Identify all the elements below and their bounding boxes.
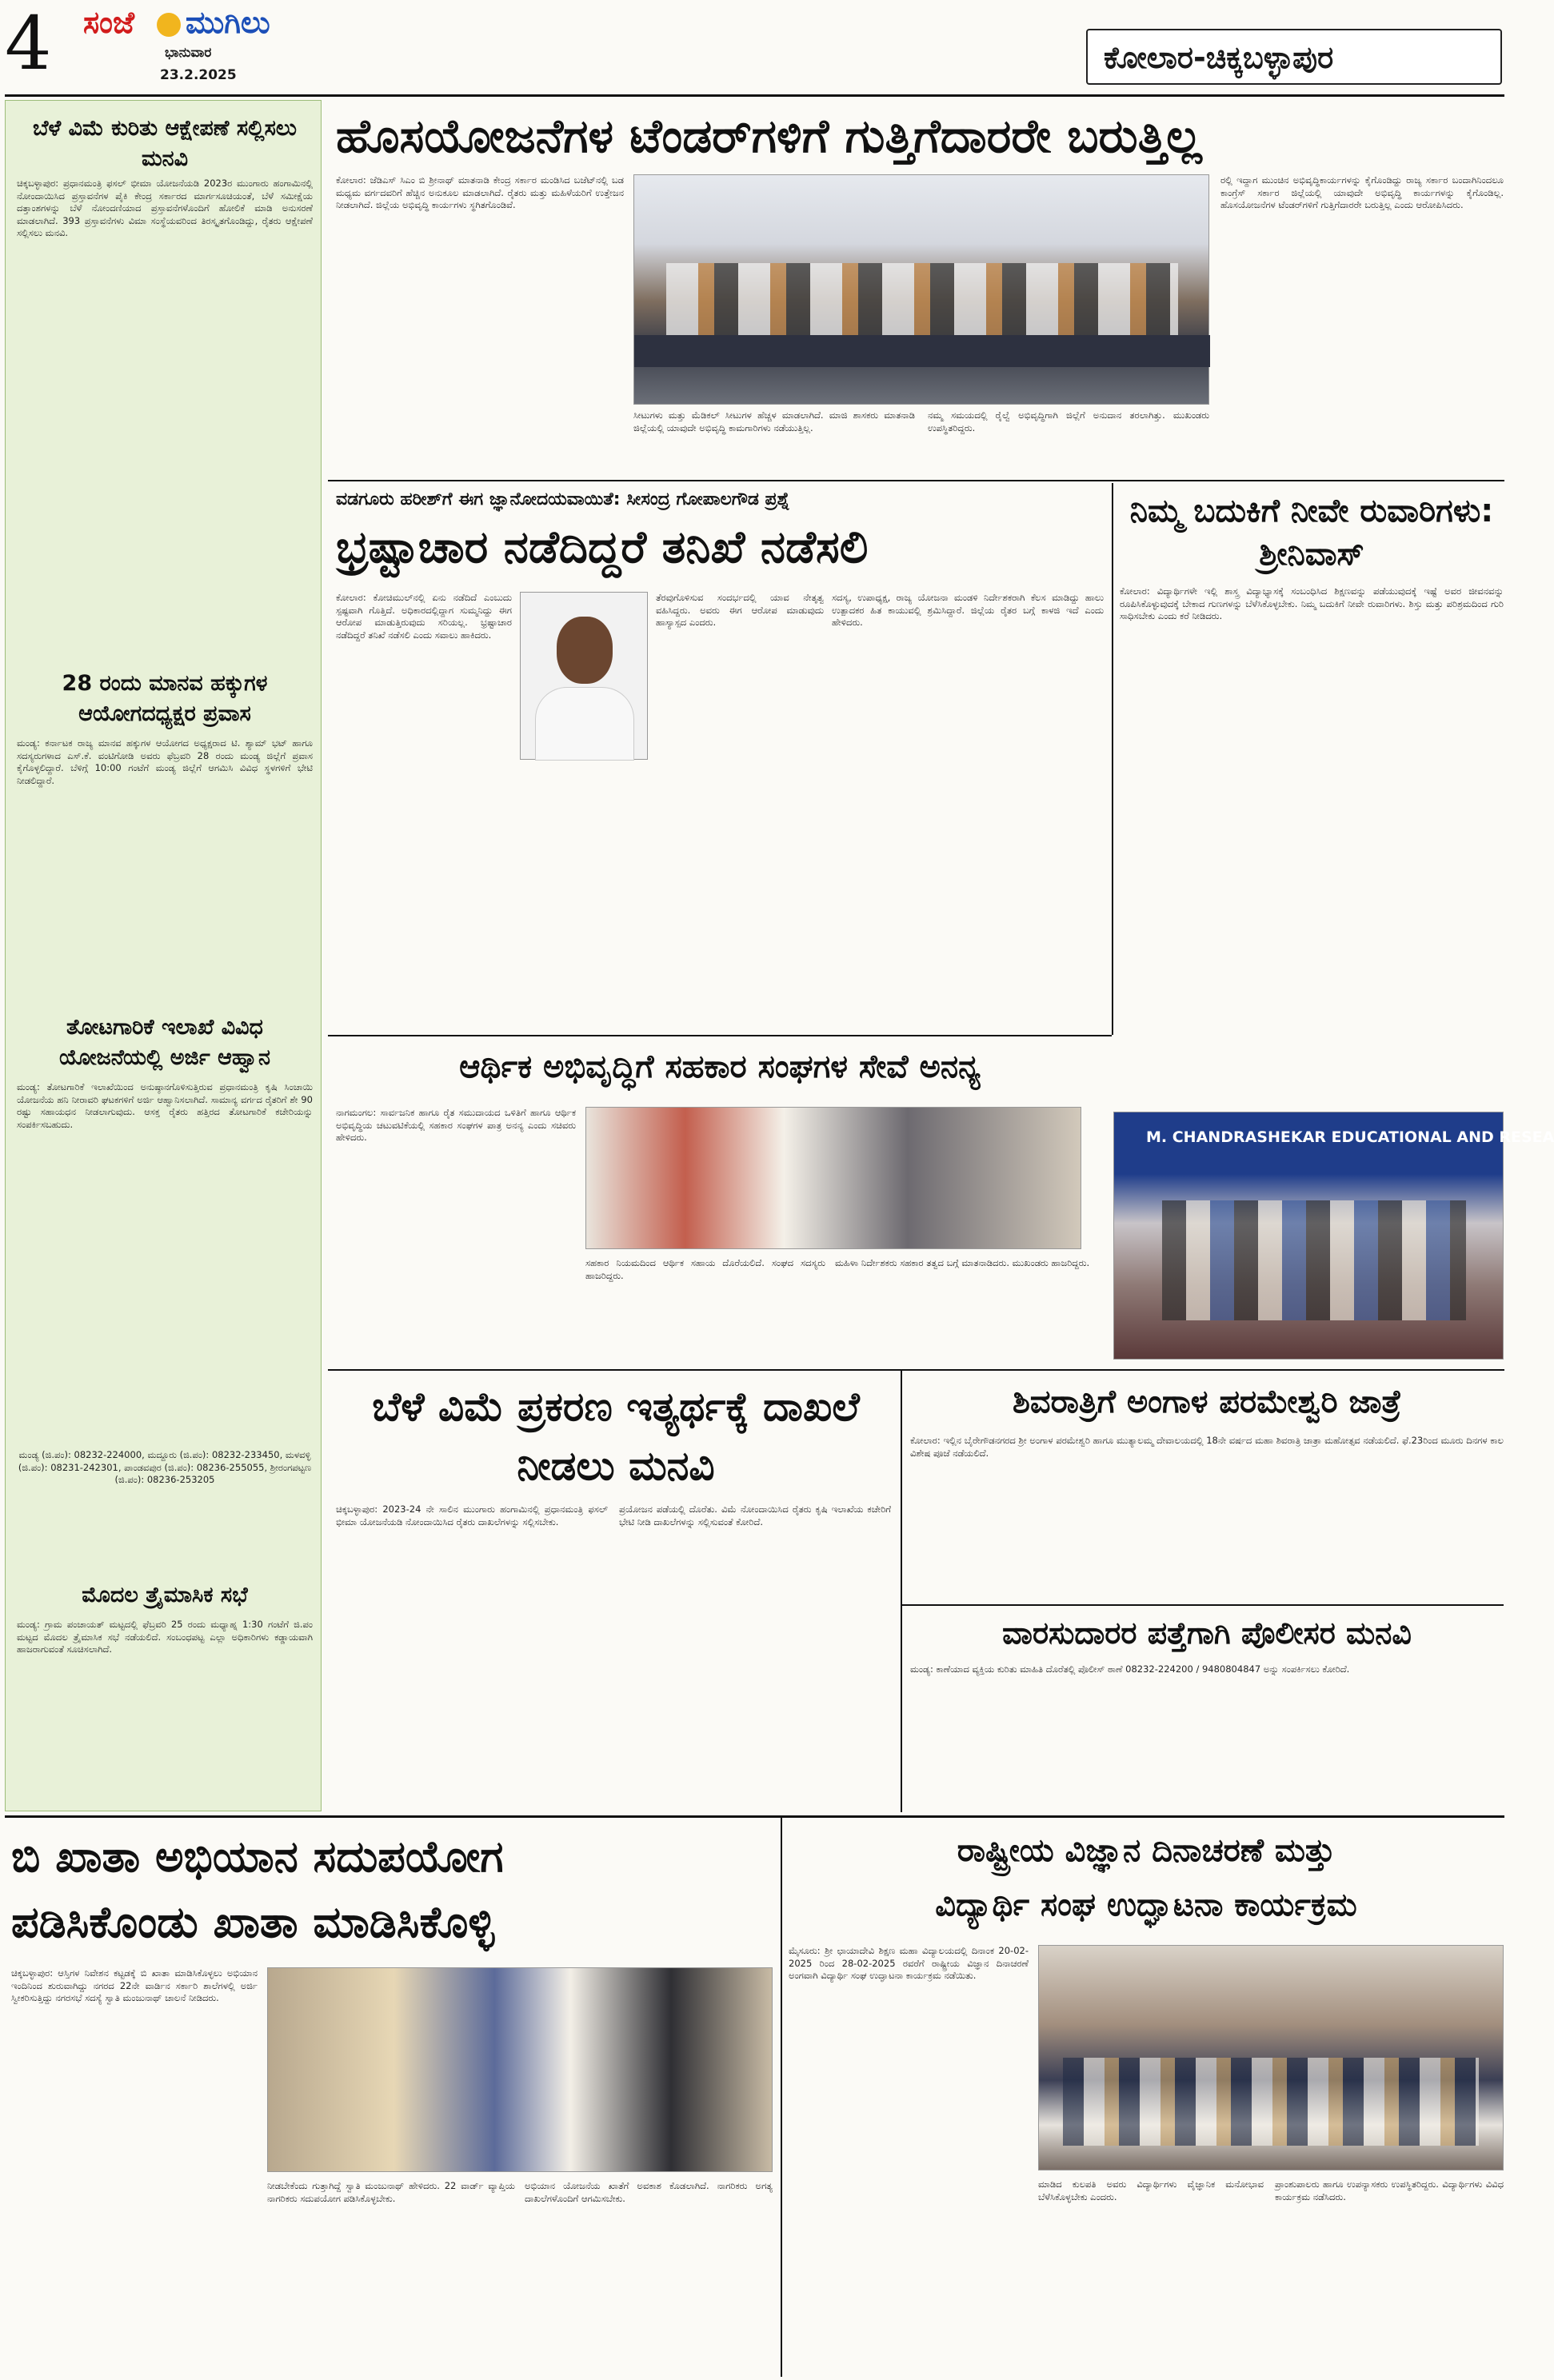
lead-col-4: ರಲ್ಲಿ ಇದ್ದಾಗ ಮುಂಚಿನ ಅಭಿವೃದ್ಧಿಕಾರ್ಯಗಳನ್ನು ಕೈಗೊಂಡಿದ್ದು ರಾಜ್ಯ ಸರ್ಕಾರ ಬಂದಾಗಿನಿಂದಲೂ ಕಾಂಗ್ರೆಸ್ ಸರ್ಕಾರ ಜಿಲ್ಲೆಯಲ್ಲಿ ಯಾವುದೇ ಅಭಿವೃದ್ಧಿ ಕಾರ್ಯಗಳನ್ನು ಕೈಗೊಂಡಿಲ್ಲ. ಹೊಸಯೋಜನೆಗಳ ಟೆಂಡರ್‌ಗಳಿಗೆ ಗುತ್ತಿಗೆದಾರರೇ ಬರುತ್ತಿಲ್ಲ ಎಂದು ಆರೋಪಿಸಿದರು. — [1220, 174, 1504, 211]
a8-col-3: ಅಭಿಯಾನ ಯೋಜನೆಯ ಖಾತೆಗೆ ಅವಕಾಶ ಕೊಡಲಾಗಿದೆ. ನಾಗರಿಕರು ಅಗತ್ಯ ದಾಖಲೆಗಳೊಂದಿಗೆ ಆಗಮಿಸಬೇಕು. — [525, 2180, 773, 2204]
portrait-head — [557, 617, 613, 684]
a3-banner-text: M. CHANDRASHEKAR EDUCATIONAL AND RESEA — [1146, 1128, 1554, 1146]
a9-photo — [1038, 1945, 1504, 2170]
a9-headline-line-2: ವಿದ್ಯಾರ್ಥಿ ಸಂಘ ಉದ್ಘಾಟನಾ ಕಾರ್ಯಕ್ರಮ — [935, 1887, 1357, 1923]
rule-lead-bottom — [328, 480, 1504, 481]
a6-body: ಕೋಲಾರ: ಇಲ್ಲಿನ ಬೈರೇಗೌಡನಗರದ ಶ್ರೀ ಅಂಗಾಳ ಪರಮೇಶ್ವರಿ ಹಾಗೂ ಮುತ್ಯಾಲಮ್ಮ ದೇವಾಲಯದಲ್ಲಿ 18ನೇ ವರ್ಷದ ಮಹಾ ಶಿವರಾತ್ರಿ ಜಾತ್ರಾ ಮಹೋತ್ಸವ ನಡೆಯಲಿದೆ. ಫೆ.23ರಿಂದ ಮೂರು ದಿನಗಳ ಕಾಲ ವಿಶೇಷ ಪೂಜೆ ನಡೆಯಲಿದೆ. — [910, 1435, 1504, 1459]
photo-people-band — [666, 263, 1178, 335]
masthead-rule — [5, 94, 1504, 97]
sidebar-headline-3: ತೋಟಗಾರಿಕೆ ಇಲಾಖೆ ವಿವಿಧ ಯೋಜನೆಯಲ್ಲಿ ಅರ್ಜಿ ಆಹ್ವಾನ — [58, 1015, 270, 1070]
rule-bottom-section — [5, 1815, 1504, 1818]
masthead — [0, 0, 1509, 94]
section-title: ಕೋಲಾರ-ಚಿಕ್ಕಬಳ್ಳಾಪುರ — [1104, 40, 1334, 75]
a3-photo-people — [1162, 1200, 1466, 1320]
a9-col-3: ಪ್ರಾಂಶುಪಾಲರು ಹಾಗೂ ಉಪನ್ಯಾಸಕರು ಉಪಸ್ಥಿತರಿದ್ದರು. ವಿದ್ಯಾರ್ಥಿಗಳು ವಿವಿಧ ಕಾರ್ಯಕ್ರಮ ನಡೆಸಿದರು. — [1275, 2178, 1504, 2202]
rule-a8-right — [781, 1817, 782, 2377]
a2-headline: ಭ್ರಷ್ಟಾಚಾರ ನಡೆದಿದ್ದರೆ ತನಿಖೆ ನಡೆಸಲಿ — [336, 521, 869, 573]
a2-kicker: ವಡಗೂರು ಹರೀಶ್‌ಗೆ ಈಗ ಜ್ಞಾನೋದಯವಾಯಿತೆ: ಸೀಸಂದ್ರ ಗೋಪಾಲಗೌಡ ಪ್ರಶ್ನೆ — [336, 489, 790, 509]
rule-a2-right — [1112, 483, 1113, 1035]
a7-headline: ವಾರಸುದಾರರ ಪತ್ತೆಗಾಗಿ ಪೊಲೀಸರ ಮನವಿ — [1002, 1615, 1412, 1651]
photo-table — [634, 335, 1210, 367]
left-sidebar — [5, 100, 322, 1811]
issue-day: ಭಾನುವಾರ — [165, 45, 212, 61]
a9-col-1: ಮೈಸೂರು: ಶ್ರೀ ಛಾಯಾದೇವಿ ಶಿಕ್ಷಣ ಮಹಾ ವಿದ್ಯಾಲಯದಲ್ಲಿ ದಿನಾಂಕ 20-02-2025 ರಿಂದ 28-02-2025 ರವರೆಗೆ ರಾಷ್ಟ್ರೀಯ ವಿಜ್ಞಾನ ದಿನಾಚರಣೆ ಅಂಗವಾಗಿ ವಿದ್ಯಾರ್ಥಿ ಸಂಘ ಉದ್ಘಾಟನಾ ಕಾರ್ಯಕ್ರಮ ನಡೆಯಿತು. — [789, 1945, 1029, 1982]
sidebar-body-2: ಮಂಡ್ಯ: ಕರ್ನಾಟಕ ರಾಜ್ಯ ಮಾನವ ಹಕ್ಕುಗಳ ಆಯೋಗದ ಅಧ್ಯಕ್ಷರಾದ ಟಿ. ಶ್ಯಾಮ್ ಭಟ್ ಹಾಗೂ ಸದಸ್ಯರುಗಳಾದ ಎಸ್.ಕೆ. ವಂಟಿಗೋಡಿ ಅವರು ಫೆಬ್ರವರಿ 28 ರಂದು ಮಂಡ್ಯ ಜಿಲ್ಲೆಗೆ ಪ್ರವಾಸ ಕೈಗೊಳ್ಳಲಿದ್ದಾರೆ. ಬೆಳಿಗ್ಗೆ 10:00 ಗಂಟೆಗೆ ಮಂಡ್ಯ ಜಿಲ್ಲೆಗೆ ಆಗಮಿಸಿ ವಿವಿಧ ಸ್ಥಳಗಳಿಗೆ ಭೇಟಿ ನೀಡಲಿದ್ದಾರೆ. — [17, 737, 313, 786]
a6-headline: ಶಿವರಾತ್ರಿಗೆ ಅಂಗಾಳ ಪರಮೇಶ್ವರಿ ಜಾತ್ರೆ — [1013, 1384, 1401, 1420]
a8-headline-line-1: ಬಿ ಖಾತಾ ಅಭಿಯಾನ ಸದುಪಯೋಗ — [11, 1831, 504, 1882]
logo-box — [77, 5, 294, 90]
logo-text-red: ಸಂಜೆ — [83, 5, 135, 40]
sun-icon — [157, 13, 181, 37]
a2-col-3: ಸದಸ್ಯ, ಉಪಾಧ್ಯಕ್ಷ, ರಾಜ್ಯ ಯೋಜನಾ ಮಂಡಳಿ ನಿರ್ದೇಶಕರಾಗಿ ಕೆಲಸ ಮಾಡಿದ್ದು ಹಾಲು ಉತ್ಪಾದಕರ ಹಿತ ಕಾಯುವಲ್ಲಿ ಶ್ರಮಿಸಿದ್ದಾರೆ. ಜಿಲ್ಲೆಯ ರೈತರ ಬಗ್ಗೆ ಕಾಳಜಿ ಇದೆ ಎಂದು ಹೇಳಿದರು. — [832, 592, 1104, 629]
a8-headline-line-2: ಪಡಿಸಿಕೊಂಡು ಖಾತಾ ಮಾಡಿಸಿಕೊಳ್ಳಿ — [11, 1897, 495, 1947]
a3-photo — [1113, 1112, 1554, 1360]
sidebar-headline-4: ಮೊದಲ ತ್ರೈಮಾಸಿಕ ಸಭೆ — [82, 1583, 248, 1607]
a4-col-2: ಸಹಕಾರ ನಿಯಮದಿಂದ ಆರ್ಥಿಕ ಸಹಾಯ ದೊರೆಯಲಿದೆ. ಸಂಘದ ಸದಸ್ಯರು ಹಾಜರಿದ್ದರು. — [585, 1257, 825, 1281]
a4-col-1: ನಾಗಮಂಗಲ: ಸಾರ್ವಜನಿಕ ಹಾಗೂ ರೈತ ಸಮುದಾಯದ ಒಳಿತಿಗೆ ಹಾಗೂ ಆರ್ಥಿಕ ಅಭಿವೃದ್ಧಿಯ ಚಟುವಟಿಕೆಯಲ್ಲಿ ಸಹಕಾರ ಸಂಘಗಳ ಪಾತ್ರ ಅನನ್ಯ ಎಂದು ಸಚಿವರು ಹೇಳಿದರು. — [336, 1107, 576, 1144]
issue-date: 23.2.2025 — [160, 67, 237, 83]
sidebar-phone-list: ಮಂಡ್ಯ (ಜಿ.ಪಂ): 08232-224000, ಮದ್ದೂರು (ಜಿ.ಪಂ): 08232-233450, ಮಳವಳ್ಳಿ (ಜಿ.ಪಂ): 08231-242301, ಪಾಂಡವಪುರ (ಜಿ.ಪಂ): 08236-255055, ಶ್ರೀರಂಗಪಟ್ಟಣ (ಜಿ.ಪಂ): 08236-253205 — [18, 1449, 312, 1486]
a2-col-1: ಕೋಲಾರ: ಕೋಚಿಮುಲ್‌ನಲ್ಲಿ ಏನು ನಡೆದಿದೆ ಎಂಬುದು ಸ್ಪಷ್ಟವಾಗಿ ಗೊತ್ತಿದೆ. ಅಧಿಕಾರದಲ್ಲಿದ್ದಾಗ ಸುಮ್ಮನಿದ್ದು ಈಗ ಆರೋಪ ಮಾಡುತ್ತಿರುವುದು ಸರಿಯಲ್ಲ. ಭ್ರಷ್ಟಾಚಾರ ನಡೆದಿದ್ದರೆ ತನಿಖೆ ನಡೆಸಲಿ ಎಂದು ಸವಾಲು ಹಾಕಿದರು. — [336, 592, 512, 641]
a7-body: ಮಂಡ್ಯ: ಕಾಣೆಯಾದ ವ್ಯಕ್ತಿಯ ಕುರಿತು ಮಾಹಿತಿ ದೊರೆತಲ್ಲಿ ಪೊಲೀಸ್ ಠಾಣೆ 08232-224200 / 9480804847 ಅನ್ನು ಸಂಪರ್ಕಿಸಲು ಕೋರಿದೆ. — [910, 1663, 1350, 1675]
a9-headline-line-1: ರಾಷ್ಟ್ರೀಯ ವಿಜ್ಞಾನ ದಿನಾಚರಣೆ ಮತ್ತು — [957, 1832, 1336, 1869]
a4-col-3: ಮಹಿಳಾ ನಿರ್ದೇಶಕರು ಸಹಕಾರ ತತ್ವದ ಬಗ್ಗೆ ಮಾತನಾಡಿದರು. ಮುಖಂಡರು ಹಾಜರಿದ್ದರು. — [835, 1257, 1090, 1268]
a2-col-2: ತೆರವುಗೊಳಿಸುವ ಸಂದರ್ಭದಲ್ಲಿ ಯಾವ ನೇತೃತ್ವ ವಹಿಸಿದ್ದರು. ಅವರು ಈಗ ಆರೋಪ ಮಾಡುವುದು ಹಾಸ್ಯಾಸ್ಪದ ಎಂದರು. — [656, 592, 824, 629]
logo-text-blue: ಮುಗಿಲು — [186, 5, 270, 40]
a2-portrait — [520, 592, 648, 760]
a5-col-2: ಪ್ರಯೋಜನ ಪಡೆಯಲ್ಲಿ ದೊರೆತು. ವಿಮೆ ನೋಂದಾಯಿಸಿದ ರೈತರು ಕೃಷಿ ಇಲಾಖೆಯ ಕಚೇರಿಗೆ ಭೇಟಿ ನೀಡಿ ದಾಖಲೆಗಳನ್ನು ಸಲ್ಲಿಸುವಂತೆ ಕೋರಿದೆ. — [619, 1503, 891, 1527]
lead-col-3: ನಮ್ಮ ಸಮಯದಲ್ಲಿ ರೈಲ್ವೆ ಅಭಿವೃದ್ಧಿಗಾಗಿ ಜಿಲ್ಲೆಗೆ ಅನುದಾನ ತರಲಾಗಿತ್ತು. ಮುಖಂಡರು ಉಪಸ್ಥಿತರಿದ್ದರು. — [928, 409, 1209, 433]
lead-headline: ಹೊಸಯೋಜನೆಗಳ ಟೆಂಡರ್‌ಗಳಿಗೆ ಗುತ್ತಿಗೆದಾರರೇ ಬರುತ್ತಿಲ್ಲ — [336, 109, 1202, 163]
rule-a4-top — [328, 1035, 1112, 1036]
rule-a4-bottom — [328, 1369, 1504, 1371]
sidebar-body-4: ಮಂಡ್ಯ: ಗ್ರಾಮ ಪಂಚಾಯತ್ ಮಟ್ಟದಲ್ಲಿ ಫೆಬ್ರವರಿ 25 ರಂದು ಮಧ್ಯಾಹ್ನ 1:30 ಗಂಟೆಗೆ ಜಿ.ಪಂ ಮಟ್ಟದ ಮೊದಲ ತ್ರೈಮಾಸಿಕ ಸಭೆ ನಡೆಯಲಿದೆ. ಸಂಬಂಧಪಟ್ಟ ಎಲ್ಲಾ ಅಧಿಕಾರಿಗಳು ಕಡ್ಡಾಯವಾಗಿ ಹಾಜರಾಗುವಂತೆ ಸೂಚಿಸಲಾಗಿದೆ. — [17, 1619, 313, 1655]
lead-photo — [633, 174, 1209, 405]
portrait-body — [535, 687, 634, 761]
a4-photo — [585, 1107, 1081, 1249]
a5-col-1: ಚಿಕ್ಕಬಳ್ಳಾಪುರ: 2023-24 ನೇ ಸಾಲಿನ ಮುಂಗಾರು ಹಂಗಾಮಿನಲ್ಲಿ ಪ್ರಧಾನಮಂತ್ರಿ ಫಸಲ್ ಭೀಮಾ ಯೋಜನೆಯಡಿ ನೋಂದಾಯಿಸಿದ ರೈತರು ದಾಖಲೆಗಳನ್ನು ಸಲ್ಲಿಸಬೇಕು. — [336, 1503, 608, 1527]
lead-col-2: ಸೀಟುಗಳು ಮತ್ತು ಮೆಡಿಕಲ್ ಸೀಟುಗಳ ಹೆಚ್ಚಳ ಮಾಡಲಾಗಿದೆ. ಮಾಜಿ ಶಾಸಕರು ಮಾತನಾಡಿ ಜಿಲ್ಲೆಯಲ್ಲಿ ಯಾವುದೇ ಅಭಿವೃದ್ಧಿ ಕಾಮಗಾರಿಗಳು ನಡೆಯುತ್ತಿಲ್ಲ. — [633, 409, 915, 433]
a5-headline: ಬೆಳೆ ವಿಮೆ ಪ್ರಕರಣ ಇತ್ಯರ್ಥಕ್ಕೆ ದಾಖಲೆ ನೀಡಲು ಮನವಿ — [372, 1384, 860, 1489]
a9-photo-group — [1063, 2058, 1479, 2146]
sidebar-body-1: ಚಿಕ್ಕಬಳ್ಳಾಪುರ: ಪ್ರಧಾನಮಂತ್ರಿ ಫಸಲ್ ಭೀಮಾ ಯೋಜನೆಯಡಿ 2023ರ ಮುಂಗಾರು ಹಂಗಾಮಿನಲ್ಲಿ ನೋಂದಾಯಿಸಿದ ಪ್ರಸ್ತಾವನೆಗಳ ಪೈಕಿ ಕೇಂದ್ರ ಸರ್ಕಾರದ ಮಾರ್ಗಸೂಚಿಯಂತೆ, ಬೆಳೆ ಸಮೀಕ್ಷೆಯ ದತ್ತಾಂಶಗಳನ್ನು ಬೆಳೆ ನೋಂದಣಿಯಾದ ಪ್ರಸ್ತಾವನೆಗಳೊಂದಿಗೆ ಹೋಲಿಕೆ ಮಾಡಿ ಅನುಸರಣೆ ಮಾಡಲಾಗಿದೆ. 393 ಪ್ರಸ್ತಾವನೆಗಳು ವಿಮಾ ಸಂಸ್ಥೆಯವರಿಂದ ತಿರಸ್ಕೃತಗೊಂಡಿದ್ದು, ರೈತರು ಆಕ್ಷೇಪಣೆ ಸಲ್ಲಿಸಲು ಮನವಿ. — [17, 178, 313, 239]
section-banner — [1086, 29, 1502, 85]
sidebar-headline-2: 28 ರಂದು ಮಾನವ ಹಕ್ಕುಗಳ ಆಯೋಗದಧ್ಯಕ್ಷರ ಪ್ರವಾಸ — [62, 671, 268, 726]
rule-a5-right — [901, 1371, 902, 1812]
a8-photo — [267, 1967, 773, 2172]
sidebar-body-3: ಮಂಡ್ಯ: ತೋಟಗಾರಿಕೆ ಇಲಾಖೆಯಿಂದ ಅನುಷ್ಠಾನಗೊಳಿಸುತ್ತಿರುವ ಪ್ರಧಾನಮಂತ್ರಿ ಕೃಷಿ ಸಿಂಚಾಯಿ ಯೋಜನೆಯ ಹನಿ ನೀರಾವರಿ ಘಟಕಗಳಿಗೆ ಅರ್ಜಿ ಆಹ್ವಾನಿಸಲಾಗಿದೆ. ಸಾಮಾನ್ಯ ವರ್ಗದ ರೈತರಿಗೆ ಶೇ 90 ರಷ್ಟು ಸಹಾಯಧನ ನೀಡಲಾಗುವುದು. ಆಸಕ್ತ ರೈತರು ಹತ್ತಿರದ ತೋಟಗಾರಿಕೆ ಕಚೇರಿಯನ್ನು ಸಂಪರ್ಕಿಸಬಹುದು. — [17, 1081, 313, 1130]
sidebar-headline-1: ಬೆಳೆ ವಿಮೆ ಕುರಿತು ಆಕ್ಷೇಪಣೆ ಸಲ್ಲಿಸಲು ಮನವಿ — [32, 116, 298, 171]
a9-col-2: ಮಾಡಿದ ಕುಲಪತಿ ಅವರು ವಿದ್ಯಾರ್ಥಿಗಳು ವೈಜ್ಞಾನಿಕ ಮನೋಭಾವ ಬೆಳೆಸಿಕೊಳ್ಳಬೇಕು ಎಂದರು. — [1038, 2178, 1264, 2202]
a4-headline: ಆರ್ಥಿಕ ಅಭಿವೃದ್ಧಿಗೆ ಸಹಕಾರ ಸಂಘಗಳ ಸೇವೆ ಅನನ್ಯ — [459, 1048, 981, 1085]
a3-body: ಕೋಲಾರ: ವಿದ್ಯಾರ್ಥಿಗಳೇ ಇಲ್ಲಿ ಶಾಸ್ತ್ರ ವಿದ್ಯಾಭ್ಯಾಸಕ್ಕೆ ಸಂಬಂಧಿಸಿದ ಶಿಕ್ಷಣವನ್ನು ಪಡೆಯುವುದಕ್ಕೆ ಇಷ್ಟೆ ಅವರ ಜೀವನವನ್ನು ರೂಪಿಸಿಕೊಳ್ಳುವುದಕ್ಕೆ ಬೇಕಾದ ಗುಣಗಳನ್ನು ಬೆಳೆಸಿಕೊಳ್ಳಬೇಕು. ನಿಮ್ಮ ಬದುಕಿಗೆ ನೀವೇ ರುವಾರಿಗಳು. ಶಿಸ್ತು ಮತ್ತು ಪರಿಶ್ರಮದಿಂದ ಗುರಿ ಸಾಧಿಸಬೇಕು ಎಂದು ಕರೆ ನೀಡಿದರು. — [1120, 585, 1504, 622]
page-number: 4 — [5, 1, 52, 86]
a3-headline: ನಿಮ್ಮ ಬದುಕಿಗೆ ನೀವೇ ರುವಾರಿಗಳು: ಶ್ರೀನಿವಾಸ್ — [1129, 493, 1494, 573]
a8-col-2: ನೀಡಬೇಕೆಂದು ಗುತ್ತಾಗಿದ್ದೆ ಸ್ವಾತಿ ಮಂಜುನಾಥ್ ಹೇಳಿದರು. 22 ವಾರ್ಡ್ ವ್ಯಾಪ್ತಿಯ ನಾಗರಿಕರು ಸದುಪಯೋಗ ಪಡಿಸಿಕೊಳ್ಳಬೇಕು. — [267, 2180, 515, 2204]
lead-col-1: ಕೋಲಾರ: ಜೆಡಿಎಸ್ ಸಿಎಂ ಬಿ ಶ್ರೀನಾಥ್ ಮಾತನಾಡಿ ಕೇಂದ್ರ ಸರ್ಕಾರ ಮಂಡಿಸಿದ ಬಜೆಟ್‌ನಲ್ಲಿ ಬಡ ಮಧ್ಯಮ ವರ್ಗದವರಿಗೆ ಹೆಚ್ಚಿನ ಅನುಕೂಲ ಮಾಡಲಾಗಿದೆ. ರೈತರು ಮತ್ತು ಮಹಿಳೆಯರಿಗೆ ಉತ್ತೇಜನ ನೀಡಲಾಗಿದೆ. ಜಿಲ್ಲೆಯ ಅಭಿವೃದ್ಧಿ ಕಾರ್ಯಗಳು ಸ್ಥಗಿತಗೊಂಡಿವೆ. — [336, 174, 624, 211]
rule-a6-bottom — [902, 1604, 1504, 1606]
a8-col-1: ಚಿಕ್ಕಬಳ್ಳಾಪುರ: ಆಸ್ತಿಗಳ ನಿವೇಶನ ಕಟ್ಟಡಕ್ಕೆ ಬಿ ಖಾತಾ ಮಾಡಿಸಿಕೊಳ್ಳಲು ಅಭಿಯಾನ ಇಂದಿನಿಂದ ಶುರುವಾಗಿದ್ದು ನಗರದ 22ನೇ ವಾರ್ಡಿನ ಸರ್ಕಾರಿ ಶಾಲೆಗಳಲ್ಲಿ ಅರ್ಜಿ ಸ್ವೀಕರಿಸುತ್ತಿದ್ದು ನಗರಸಭೆ ಸದಸ್ಯೆ ಸ್ವಾತಿ ಮಂಜುನಾಥ್ ಚಾಲನೆ ನೀಡಿದರು. — [11, 1967, 258, 2004]
